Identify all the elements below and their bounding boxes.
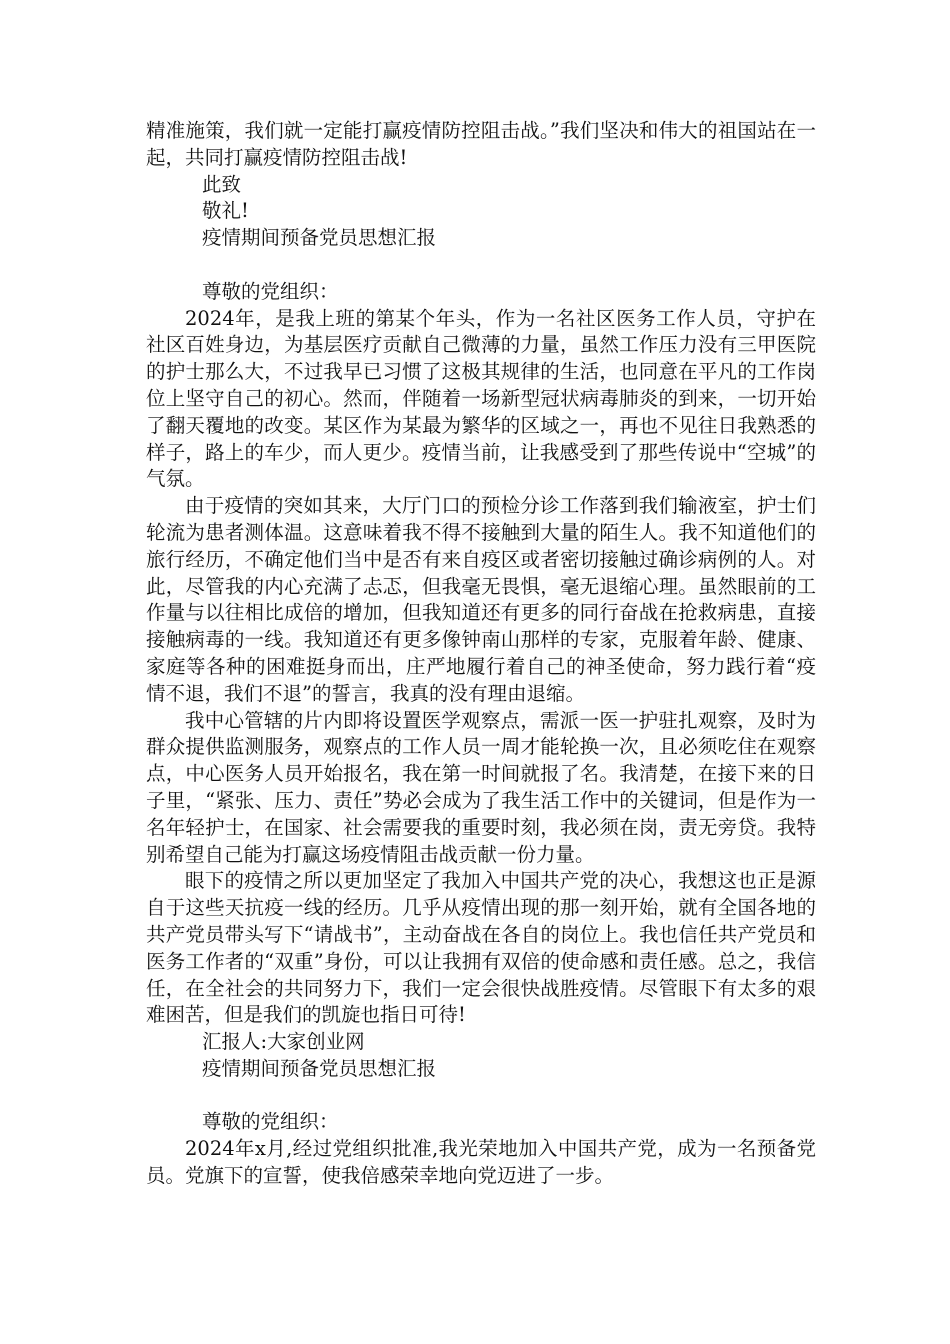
document-page — [146, 118, 816, 1190]
salutation: 尊敬的党组织： — [202, 1110, 339, 1134]
report-title: 疫情期间预备党员思想汇报 — [202, 1056, 437, 1080]
body-paragraph: 我中心管辖的片内即将设置医学观察点，需派一医一护驻扎观察，及时为群众提供监测服务，观察点的工作人员一周才能轮换一次，且必须吃住在观察点，中心医务人员开始报名，我在第一时间就报了名。我清楚，在接下来的日子里，“紧张、压力、责任”势必会成为了我生活工作中的关键词，但是作为一名年轻护士，在国家、社会需要我的重要时刻，我必须在岗，责无旁贷。我特别希望自己能为打赢这场疫情阻击战贡献一份力量。 — [146, 708, 816, 866]
blank-line — [146, 1083, 816, 1110]
closing-line: 此致 — [202, 172, 242, 196]
closing-salute: 敬礼! — [202, 199, 249, 223]
body-paragraph: 2024年，是我上班的第某个年头，作为一名社区医务工作人员，守护在社区百姓身边，为基层医疗贡献自己微薄的力量，虽然工作压力没有三甲医院的护士那么大，不过我早已习惯了这极其规律的生活，也同意在平凡的工作岗位上坚守自己的初心。然而，伴随着一场新型冠状病毒肺炎的到来，一切开始了翻天覆地的改变。某区作为某最为繁华的区域之一，再也不见往日我熟悉的样子，路上的车少，而人更少。疫情当前，让我感受到了那些传说中“空城”的气氛。 — [146, 306, 816, 491]
signature: 汇报人:大家创业网 — [202, 1030, 365, 1054]
blank-line — [146, 252, 816, 279]
intro-paragraph: 精准施策，我们就一定能打赢疫情防控阻击战。”我们坚决和伟大的祖国站在一起，共同打赢疫情防控阻击战! — [146, 119, 816, 169]
salutation: 尊敬的党组织： — [202, 279, 339, 303]
report-title: 疫情期间预备党员思想汇报 — [202, 226, 437, 250]
body-paragraph: 2024年x月,经过党组织批准,我光荣地加入中国共产党，成为一名预备党员。党旗下的宣誓，使我倍感荣幸地向党迈进了一步。 — [146, 1137, 816, 1188]
body-paragraph: 眼下的疫情之所以更加坚定了我加入中国共产党的决心，我想这也正是源自于这些天抗疫一线的经历。几乎从疫情出现的那一刻开始，就有全国各地的共产党员带头写下“请战书”，主动奋战在各自的岗位上。我也信任共产党员和医务工作者的“双重”身份，可以让我拥有双倍的使命感和责任感。总之，我信任，在全社会的共同努力下，我们一定会很快战胜疫情。尽管眼下有太多的艰难困苦，但是我们的凯旋也指日可待! — [146, 869, 816, 1027]
body-paragraph: 由于疫情的突如其来，大厅门口的预检分诊工作落到我们输液室，护士们轮流为患者测体温。这意味着我不得不接触到大量的陌生人。我不知道他们的旅行经历，不确定他们当中是否有来自疫区或者密切接触过确诊病例的人。对此，尽管我的内心充满了忐忑，但我毫无畏惧，毫无退缩心理。虽然眼前的工作量与以往相比成倍的增加，但我知道还有更多的同行奋战在抢救病患，直接接触病毒的一线。我知道还有更多像钟南山那样的专家，克服着年龄、健康、家庭等各种的困难挺身而出，庄严地履行着自己的神圣使命，努力践行着“疫情不退，我们不退”的誓言，我真的没有理由退缩。 — [146, 494, 816, 705]
